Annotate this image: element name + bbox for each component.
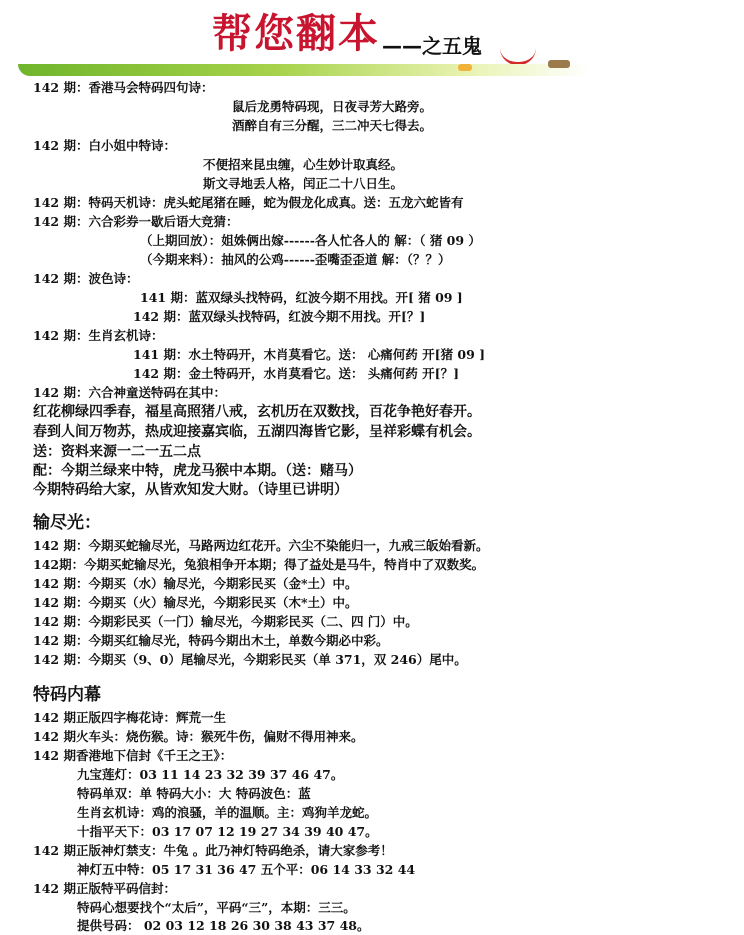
poem-heading-hk: 142 期：香港马会特码四句诗： [33, 80, 214, 95]
text-line: 特码心想要找个“太后”，平码“三”，本期：三三。 [77, 900, 356, 915]
text-line: 送：资料来源一二一五二点 [33, 444, 201, 460]
text-line: 142 期：今期彩民买（一门）输尽光，今期彩民买（二、四 门）中。 [33, 614, 418, 629]
text-line: 鼠后龙勇特码现，日夜寻芳大路旁。 [232, 99, 433, 114]
text-line: 十指平天下：03 17 07 12 19 27 34 39 40 47。 [77, 824, 378, 839]
text-line: 141 期：蓝双绿头找特码，红波今期不用找。开[ 猪 09 ] [140, 290, 463, 305]
text-line: 142 期香港地下信封《千王之王》： [33, 748, 233, 763]
text-line: 配：今期兰绿来中特，虎龙马猴中本期。（送：赌马） [33, 463, 362, 479]
text-line: 142 期：今期买红输尽光，特码今期出木土，单数今期必中彩。 [33, 633, 389, 648]
text-line: 142期：今期买蛇输尽光，兔狼相争开本期；得了益处是马牛，特肖中了双数奖。 [33, 557, 485, 572]
text-line: 142 期火车头：烧伤猴。诗：猴死牛伤，偏财不得用神来。 [33, 729, 364, 744]
poem-heading-bai: 142 期：白小姐中特诗： [33, 138, 176, 153]
section-heading-lose-all: 输尽光： [33, 513, 101, 533]
text-line: 不便招来昆虫缠，心生妙计取真经。 [203, 157, 404, 172]
text-line: 提供号码： 02 03 12 18 26 30 38 43 37 48。 [77, 918, 370, 933]
text-line: 142 期：特码天机诗：虎头蛇尾猪在睡，蛇为假龙化成真。送：五龙六蛇皆有 [33, 195, 464, 210]
text-line: 142 期：六合神童送特码在其中： [33, 385, 226, 400]
page-subtitle: ——之五鬼 [382, 34, 482, 58]
text-line: 142 期：今期买（火）输尽光，今期彩民买（木*土）中。 [33, 595, 358, 610]
text-line: 142 期正版神灯禁支：牛兔 。此乃神灯特码绝杀，请大家参考！ [33, 843, 393, 858]
text-line: 141 期：水土特码开，木肖莫看它。送： 心痛何药 开[猪 09 ] [133, 347, 486, 362]
text-line: 红花柳绿四季春，福星高照猪八戒，玄机历在双数找，百花争艳好春开。 [33, 404, 481, 420]
section-heading-inside: 特码内幕 [33, 685, 101, 705]
text-line: 142 期：今期买蛇输尽光，马路两边红花开。六尘不染能归一，九戒三皈始看新。 [33, 538, 489, 553]
page-title: 帮您翻本 [212, 10, 380, 57]
text-line: 142 期：蓝双绿头找特码，红波今期不用找。开[？] [133, 309, 426, 324]
text-line: 142 期：生肖玄机诗： [33, 328, 164, 343]
text-line: （今期来料）：抽风的公鸡------歪嘴歪歪道 解：（？？） [140, 252, 451, 267]
text-line: 特码单双：单 特码大小：大 特码波色：蓝 [77, 786, 311, 801]
text-line: 今期特码给大家，从皆欢知发大财。（诗里已讲明） [33, 482, 348, 498]
text-line: 九宝莲灯：03 11 14 23 32 39 37 46 47。 [77, 767, 344, 782]
text-line: 142 期：今期买（9、0）尾输尽光，今期彩民买（单 371，双 246）尾中。 [33, 652, 467, 667]
text-line: 142 期：波色诗： [33, 271, 139, 286]
text-line: 春到人间万物苏，热成迎接嘉宾临，五湖四海皆它影，呈祥彩蝶有机会。 [33, 424, 481, 440]
text-line: 神灯五中特：05 17 31 36 47 五个平：06 14 33 32 44 [77, 862, 416, 877]
text-line: 酒醉自有三分醒，三二冲天七得去。 [232, 118, 433, 133]
text-line: 142 期正版四字梅花诗：辉荒一生 [33, 710, 226, 725]
text-line: 142 期：六合彩券一歇后语大竞猜： [33, 214, 239, 229]
text-line: 142 期正版特平码信封： [33, 881, 176, 896]
text-line: （上期回放）：姐姝俩出嫁------各人忙各人的 解：（ 猪 09 ） [140, 233, 481, 248]
decorative-ball-icon [458, 64, 472, 71]
text-line: 生肖玄机诗：鸡的浪骚，羊的温顺。主：鸡狗羊龙蛇。 [77, 805, 378, 820]
green-banner-strip [18, 64, 590, 76]
text-line: 142 期：今期买（水）输尽光，今期彩民买（金*土）中。 [33, 576, 358, 591]
decorative-car-icon [548, 60, 570, 68]
text-line: 斯文寻地丢人格，闰正二十八日生。 [203, 176, 404, 191]
decorative-arc [500, 48, 536, 65]
text-line: 142 期：金土特码开，水肖莫看它。送： 头痛何药 开[？] [133, 366, 459, 381]
